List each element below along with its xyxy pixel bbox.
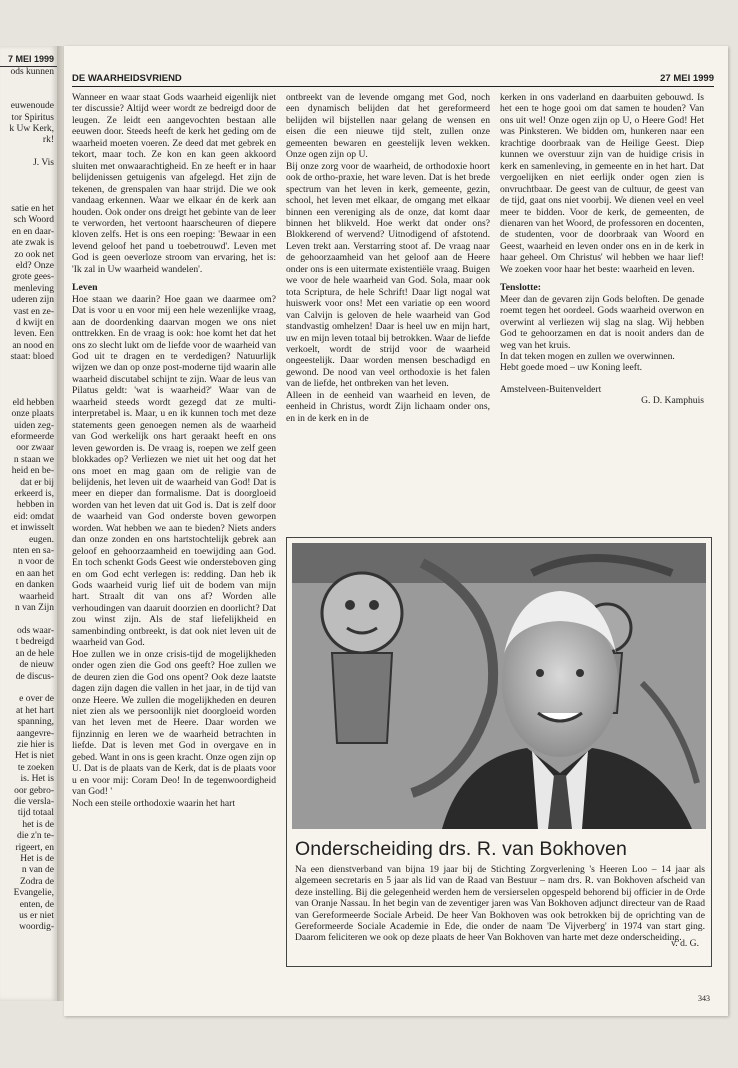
portrait-photo (292, 543, 706, 829)
previous-page-text-fragment: hebben in (16, 500, 54, 511)
previous-page-text-fragment: erkeerd is, (14, 489, 54, 500)
previous-page-text-fragment: tijd totaal (17, 808, 54, 819)
section-heading-leven: Leven (72, 282, 98, 294)
article-column-1 (72, 92, 276, 1010)
article-column-3 (500, 92, 704, 532)
previous-page-text-fragment: eld hebben (12, 397, 54, 408)
author-place: Amstelveen-Buitenveldert (500, 383, 602, 395)
previous-page-text-fragment: n van Zijn (14, 603, 54, 614)
previous-page-text-fragment: en aan het (15, 568, 54, 579)
previous-page-text-fragment: euwenoude (10, 101, 54, 112)
previous-page-text-fragment: us er niet (19, 911, 54, 922)
previous-page-text-fragment: eld? Onze (15, 260, 54, 271)
previous-page-header: 7 MEI 1999 (0, 46, 57, 67)
previous-page-text-fragment: woordig- (19, 922, 54, 933)
previous-page-text-fragment: an de hele (15, 648, 54, 659)
paragraph: Meer dan de gevaren zijn Gods beloften. De genade roemt tegen het oordeel. Gods waarheid overwon en overwint al verliezen wij slag na slag. Wij hebben God te gehoorzamen en dat is nooit anders dan de weg van het kruis. (500, 293, 704, 351)
previous-page-text-fragment: leven. Een (13, 329, 54, 340)
previous-page-text-fragment: de discus- (15, 671, 54, 682)
previous-page-text-fragment: de nieuw (19, 660, 54, 671)
publication-title: DE WAARHEIDSVRIEND (72, 73, 182, 84)
previous-page-text-fragment: staat: bloed (10, 352, 54, 363)
previous-page-text-fragment: ods waar- (16, 625, 54, 636)
previous-page-text-fragment: die versla- (14, 797, 54, 807)
previous-page-text-fragment: enten, de (19, 899, 54, 910)
article-column-2 (286, 92, 490, 532)
paragraph: Bij onze zorg voor de waarheid, de orthodoxie hoort ook de ortho-praxie, het ware leven. Dat is het brede spectrum van het leven in kerk, gemeente, gezin, school, het leven met elkaar, de omgang met elkaar binnen een vereniging als de onze, dat komt daar binnen het blikveld. Hoe werkt dat onder ons? Blokkerend of wervend? Uitnodigend of afstotend. Leven trekt aan. Verstarring stoot af. De vraag naar de gehoorzaamheid van het geloof aan de Heere onder ons is een uitermate existentiële vraag. Buigen we voor de hele waarheid van God. Sola, maar ook tota Scriptura, de hele Schrift! Daar ligt nogal wat huiswerk voor ons! Met een variatie op een woord van Calvijn is geloven de hele waarheid van God standvastig omhelzen! Daar is heel uw en mijn hart, uw en mijn leven totaal bij betrokken. Waar de liefde verkoelt, wordt de strijd voor de waarheid ongeestelijk. Daar worden mensen beschadigd en gewond. De nood van veel orthodoxie is het falen van de liefde, het ontbreken van het leven. (286, 160, 490, 390)
issue-date: 27 MEI 1999 (660, 73, 714, 84)
previous-page-text-fragment: et inwisselt (10, 523, 54, 534)
previous-page-text-fragment: k Uw Kerk, (9, 124, 54, 135)
page-number: 343 (698, 994, 710, 1003)
paragraph: kerken in ons vaderland en daarbuiten gebouwd. Is het een te hoge gooi om dat samen te houden? Van ons uit wel! Onze ogen zijn op U, o Heere God! Het was Pinksteren. We bidden om, hunkeren naar een krachtige doorbraak van de Heilige Geest. Diep kunnen we overstuur zijn van de huidige crisis in kerk en samenleving, in gemeente en in het hart. Dat vergoelijken en niet eerlijk onder ogen zien is onvruchtbaar. De geest van de cultuur, de geest van de tijd, gaat ons niet voorbij. We dienen veel en veel meer te bidden. Voor de kerk, de gemeenten, de dienaren van het Woord, de professoren en docenten, de studenten, voor de doorbraak van Woord en Geest, waarheid en leven onder ons en in de kerk in haar geheel. Om Christus' wil hebben we haar lief! We zoeken voor haar het beste: waarheid en leven. (500, 92, 704, 275)
previous-page-text-fragment: menleving (13, 283, 54, 294)
paragraph: Noch een steile orthodoxie waarin het hart (72, 797, 236, 809)
previous-page-text-fragment: satie en het (11, 203, 54, 214)
previous-page-text-fragment: Zodra de (19, 876, 54, 887)
previous-page-text-fragment: nten en sa- (12, 546, 54, 557)
author-name: G. D. Kamphuis (641, 395, 704, 407)
previous-page-text-fragment: zie hier is (17, 739, 54, 750)
paragraph: Hoe staan we daarin? Hoe gaan we daarmee om? Dat is voor u en voor mij een hele wezenlijke vraag, aan de doordenking daarvan mogen we ons niet onttrekken. En de vraag is ook: hoe komt het dat het ons zo slecht lukt om de liefde voor de waarheid van God uit te dragen en te verdedigen? Natuurlijk wijzen we dan op onze post-moderne tijd waarin alle waarheid discutabel schijnt te zijn. Waar de leus van Pilatus geldt: 'wat is waarheid?' Waar van de waarheid steeds wordt gezegd dat ze multi-interpretabel is. Maar, u en ik kunnen toch met deze statements geen genoegen nemen als de waarheid van God werkelijk ons hart geraakt heeft en ons leven geworden is. De vraag is, roepen we zelf geen blokkades op? Verliezen we niet uit het oog dat het ons moet en mag gaan om de religie van de belijdenis, het leven uit de waarheid van God! Dat is meer en dieper dan formalisme. Dat is doorgloeid worden van het leven dat uit God is. Dat is zelf door de waarheid van God onderste boven geworpen worden. Wat hebben we aan te bieden? Niets anders dan onze zonden en ons hartstochtelijk gebrek aan geloof en gehoorzaamheid en toewijding aan God. En toch schenkt Gods Geest wie ondersteboven ging en om God echt verlegen is: redding. Dan heb ik Gods waarheid vurig lief uit de bodem van mijn hart. Straalt dit van ons af? Worden alle verhoudingen van daaruit doorzien en doorlicht? Dat zou winst zijn. Als de staf liefelijkheid en samenbinding ontbreekt, is dat ook niet leven uit de waarheid van God. (72, 293, 276, 649)
previous-page-text-fragment: t bedreigd (15, 637, 54, 648)
previous-page-text-fragment (0, 615, 57, 626)
previous-page-text-fragment (0, 181, 57, 192)
book-gutter (57, 46, 64, 1001)
paragraph: In dat teken mogen en zullen we overwinnen. (500, 350, 675, 362)
paragraph: ontbreekt van de levende omgang met God, noch een dynamisch belijden dat het gereformeerd belijden wil bijstellen naar gelang de wensen en eisen die een nieuwe tijd stelt, zullen onze gemeenten bewaren en geestelijk leven wekken. Onze ogen zijn op U. (286, 92, 490, 161)
previous-page-text-fragment: eformeerde (10, 432, 54, 442)
previous-page-text-fragment: rigeert, en (15, 842, 54, 853)
previous-page-text-fragment: at het hart (16, 705, 54, 716)
previous-page-text-fragment: spanning, (17, 717, 54, 728)
previous-page-text-fragment: die z'n te- (16, 831, 54, 842)
previous-page-text-fragment (0, 375, 57, 386)
previous-page-text-fragment: an nood en (12, 340, 54, 351)
previous-page-text-fragment: waarheid (19, 591, 54, 602)
previous-page-text-fragment (0, 364, 57, 375)
previous-page-text-fragment: zo ook net (14, 249, 54, 260)
previous-page-text-fragment: Het is de (20, 854, 54, 865)
previous-page-text-fragment: vast en ze- (13, 306, 54, 317)
previous-page-text-fragment: sch Woord (13, 215, 54, 226)
running-header (72, 72, 714, 87)
previous-page-text-fragment: uderen zijn (11, 295, 54, 306)
paragraph: Hoe zullen we in onze crisis-tijd de mogelijkheden onder ogen zien die God ons geeft? Hoe zullen we de deuren zien die God ons opent? Ook deze laatste dagen zijn dagen die vallen in het jaar, in de tijd van onze Heere. We zullen die mogelijkheden en deuren niet zien als we persoonlijk niet doorgloeid worden van het leven met de Heere. Daar worden we fijnzinnig en leren we de waarheid betrachten in liefde. Dat is leven met God in overgave en in gebed. Want in ons is geen kracht. Onze ogen zijn op U. Dat is de plaats van de Kerk, dat is de plaats voor u en voor mij: Coram Deo! In de tegenwoordigheid van God! ' (72, 648, 276, 798)
previous-page-edge (0, 46, 57, 1001)
previous-page-text-fragment: eid: omdat (13, 511, 54, 522)
previous-page-text-fragment (0, 683, 57, 694)
previous-page-text-fragment: e over de (19, 694, 54, 705)
previous-page-text-fragment (0, 90, 57, 101)
previous-page-text-fragment (0, 147, 57, 158)
sidebar-box (286, 537, 712, 967)
previous-page-text-fragment: aangevre- (16, 728, 54, 739)
previous-page-text-fragment: n staan we (13, 454, 54, 465)
previous-page-text-fragment: oor gebro- (14, 785, 54, 796)
previous-page-text-fragment: J. Vis (33, 158, 54, 169)
sidebar-body: Na een dienstverband van bijna 19 jaar bij de Stichting Zorgverlening 's Heeren Loo – 14 jaar als algemeen secretaris en 5 jaar als lid van de Raad van Bestuur – nam drs. R. van Bokhoven afscheid van deze instelling. Bij die gelegenheid werden hem de versierselen opgespeld behorend bij officier in de Orde van Oranje Nassau. In het begin van de zeventiger jaren was Van Bokhoven adjunct directeur van de Raad van Gereformeerde Sociale Arbeid. De heer Van Bokhoven was ook betrokken bij de oprichting van de Gereformeerde Sociale Academie in Ede, die onder de naam 'De Vijverberg' in 1974 van start ging. Daarom feliciteren we ook op deze plaats de heer Van Bokhoven van harte met deze onderscheiding. (295, 864, 705, 944)
previous-page-text-fragment: dat er bij (20, 477, 54, 488)
previous-page-text-fragment: onze plaats (11, 409, 54, 420)
previous-page-text-fragment: rk! (42, 135, 54, 146)
previous-page-text-fragment (0, 78, 57, 89)
previous-page-text-fragment: heid en be- (11, 466, 54, 477)
previous-page-text-fragment (0, 170, 57, 181)
magazine-page (64, 46, 728, 1016)
previous-page-text-fragment: Evangelie, (13, 888, 54, 899)
previous-page-text-fragment: d kwijt en (16, 317, 54, 328)
previous-page-fragments (0, 67, 57, 934)
section-heading-tenslotte: Tenslotte: (500, 282, 542, 294)
previous-page-text-fragment: n voor de (18, 557, 54, 568)
previous-page-text-fragment: Het is niet (14, 751, 54, 762)
previous-page-text-fragment: en en daar- (11, 226, 54, 237)
sidebar-title: Onderscheiding drs. R. van Bokhoven (295, 838, 627, 860)
previous-page-text-fragment (0, 386, 57, 397)
paragraph: Alleen in de eenheid van waarheid en leven, de eenheid in Christus, wordt Zijn lichaam onder ons, en in de kerk en in de (286, 389, 490, 424)
previous-page-text-fragment: tor Spiritus (11, 112, 54, 123)
previous-page-text-fragment: oor zwaar (16, 443, 54, 454)
previous-page-text-fragment: uiden zeg- (14, 420, 54, 431)
previous-page-text-fragment: grote gees- (12, 272, 54, 283)
previous-page-text-fragment: en danken (15, 580, 54, 591)
previous-page-text-fragment: eugen. (28, 534, 54, 545)
previous-page-text-fragment: is. Het is (20, 774, 54, 785)
sidebar-signature: v. d. G. (671, 938, 699, 949)
previous-page-text-fragment (0, 192, 57, 203)
previous-page-text-fragment: ods kunnen (10, 67, 54, 77)
previous-page-text-fragment: n van de (21, 865, 54, 876)
paragraph: Wanneer en waar staat Gods waarheid eigenlijk niet ter discussie? Altijd weer wordt ze bedreigd door de leugen. Ze leidt een aangevochten bestaan alle eeuwen door. Steeds heeft de kerk het geding om de waarheid moeten voeren. Ze deed dat met gebrek en tekort, maar toch. Ze kon en kan geen akkoord sluiten met onwaarachtigheid. En ze heeft er in haar belijdenissen getuigenis van afgelegd. Het zijn de tekenen, de grenspalen van haar strijd. Die we ook vandaag erkennen. Waar we elkaar én de kerk aan houden. Ook onder ons dreigt het gebinte van de leer te verworden, het vertoont haarscheuren of diepere kloven zelfs. Het is ons een roeping: 'Bewaar in een levend geloof het pand u toebetrouwd'. Leven met God is geen oeverloze stroom van ervaring, het is: 'Ik zal in Uw waarheid wandelen'. (72, 92, 276, 275)
previous-page-text-fragment: te zoeken (17, 762, 54, 773)
previous-page-text-fragment: ate zwak is (11, 238, 54, 249)
paragraph: Hebt goede moed – uw Koning leeft. (500, 362, 643, 374)
previous-page-text-fragment: het is de (22, 819, 54, 830)
